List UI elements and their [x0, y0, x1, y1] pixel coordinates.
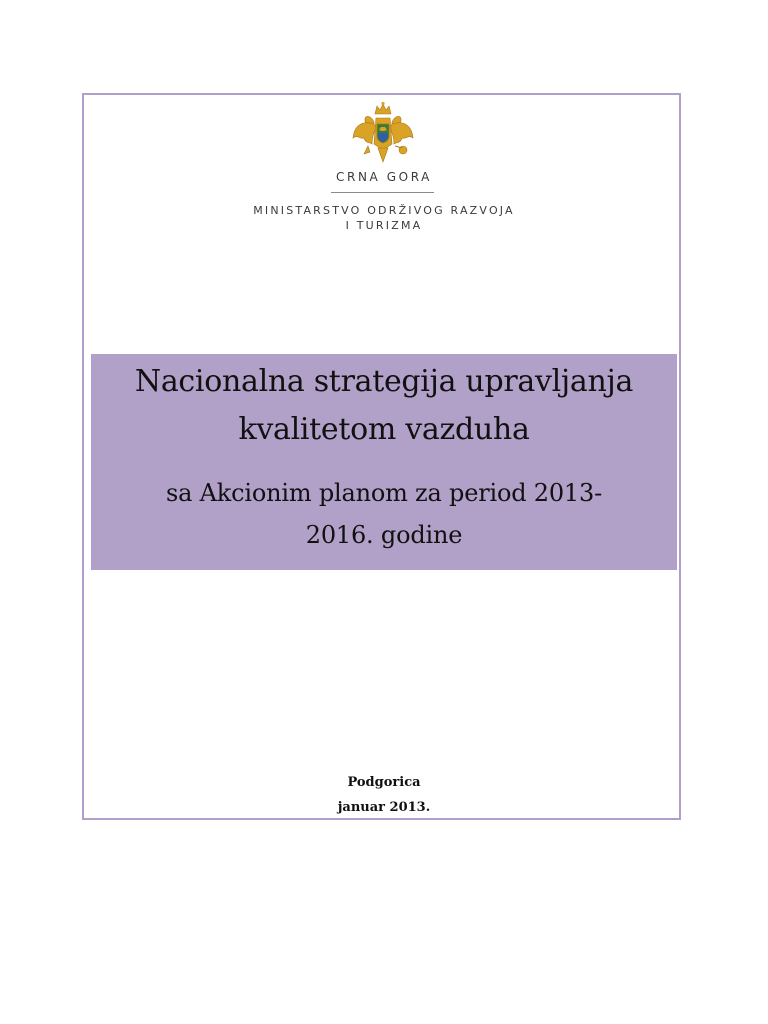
ministry-line-2: I TURIZMA	[345, 219, 423, 232]
ministry-line-1: MINISTARSTVO ODRŽIVOG RAZVOJA	[253, 204, 515, 217]
publication-date: januar 2013.	[337, 800, 431, 815]
document-subtitle-line-1: sa Akcionim planom za period 2013-	[166, 479, 602, 507]
header-divider	[331, 192, 434, 193]
document-subtitle	[91, 472, 677, 556]
document-title	[91, 358, 677, 454]
montenegro-coat-of-arms-icon	[350, 100, 416, 164]
title-box	[91, 354, 677, 570]
country-name: CRNA GORA	[336, 170, 432, 184]
publication-city: Podgorica	[347, 775, 421, 790]
document-subtitle-line-2: 2016. godine	[305, 521, 463, 549]
document-title-line-1: Nacionalna strategija upravljanja	[134, 364, 634, 399]
document-title-line-2: kvalitetom vazduha	[238, 412, 530, 447]
publication-info	[0, 770, 768, 820]
ministry-name	[0, 203, 768, 233]
